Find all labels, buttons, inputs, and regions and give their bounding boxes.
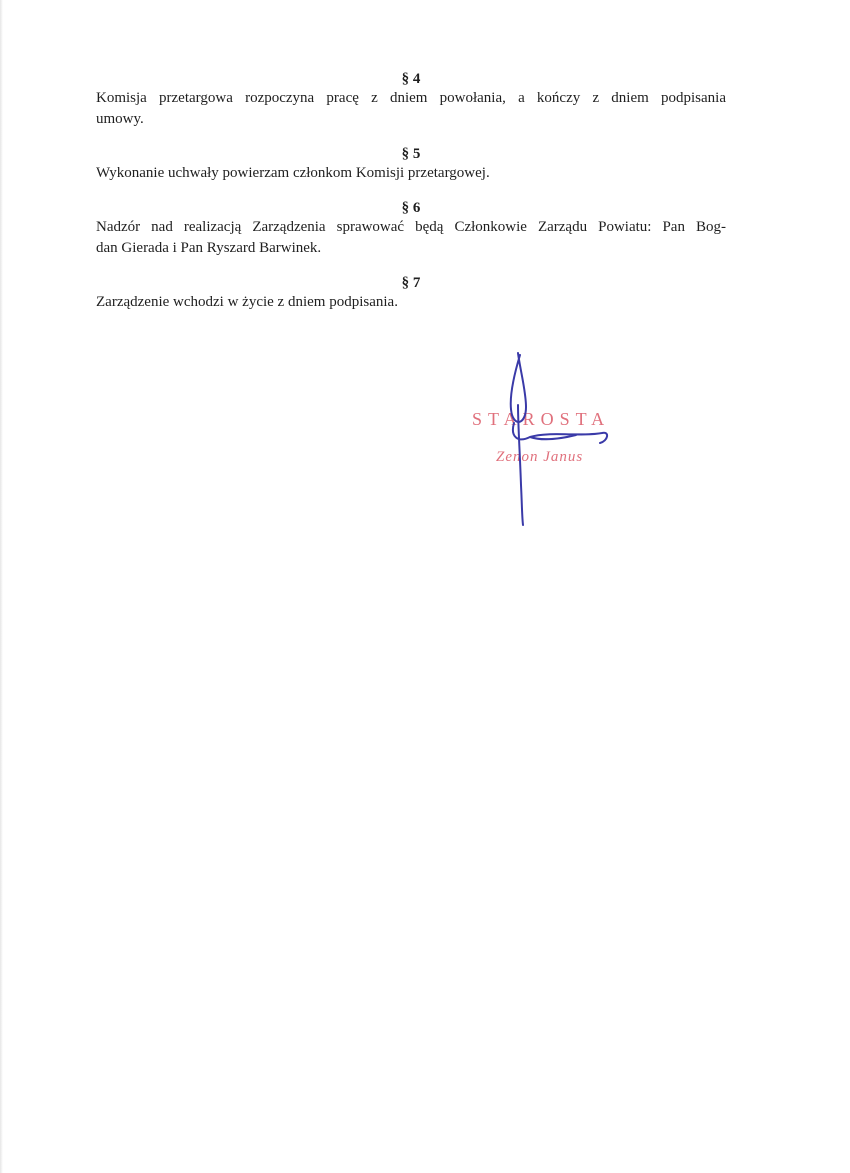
- handwritten-signature: [490, 345, 620, 530]
- section-heading: § 7: [401, 275, 421, 291]
- section-heading: § 4: [401, 71, 421, 87]
- section-7: [96, 274, 726, 313]
- text-line: Nadzór nad realizacją Zarządzenia sprawować będą Członkowie Zarządu Powiatu: Pan Bog-: [96, 219, 726, 235]
- section-6: [96, 199, 726, 259]
- section-heading: § 5: [401, 146, 421, 162]
- section-text: [96, 217, 726, 259]
- section-heading: § 6: [401, 200, 421, 216]
- text-line: Zarządzenie wchodzi w życie z dniem podpisania.: [96, 294, 398, 310]
- document-body: [96, 70, 726, 328]
- section-text: [96, 163, 726, 184]
- scan-edge: [0, 0, 3, 1173]
- text-line: umowy.: [96, 111, 144, 127]
- section-5: [96, 145, 726, 184]
- section-4: [96, 70, 726, 130]
- stamp-name: Zenon Janus: [496, 449, 584, 465]
- section-text: [96, 88, 726, 130]
- stamp-title: STAROSTA: [472, 409, 611, 429]
- section-text: [96, 292, 726, 313]
- text-line: dan Gierada i Pan Ryszard Barwinek.: [96, 240, 322, 256]
- text-line: Wykonanie uchwały powierzam członkom Komisji przetargowej.: [96, 165, 490, 181]
- text-line: Komisja przetargowa rozpoczyna pracę z dniem powołania, a kończy z dniem podpisania: [96, 90, 726, 106]
